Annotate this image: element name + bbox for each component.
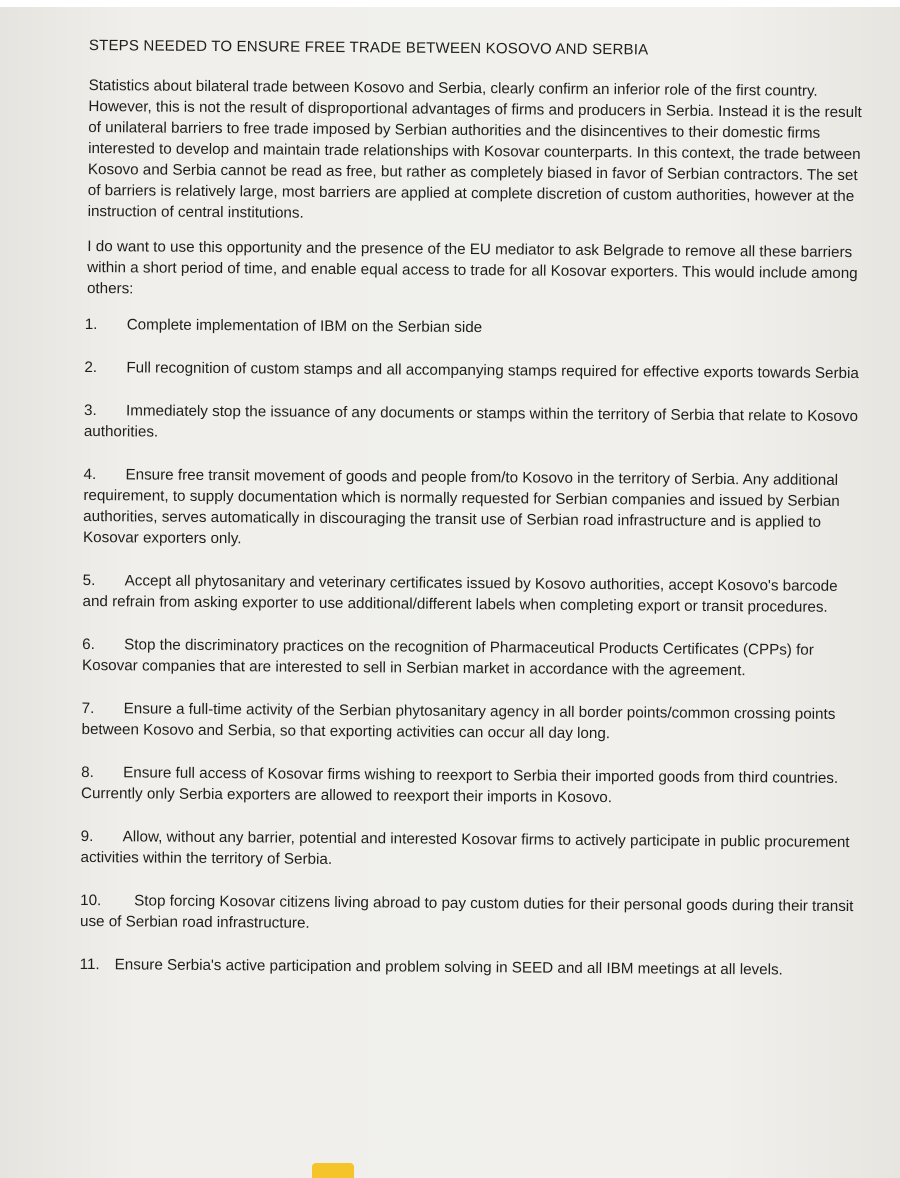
item-text: Immediately stop the issuance of any documents or stamps within the territory of Serbia that relate to Kosovo authorities.: [83, 402, 859, 441]
list-item: [85, 314, 865, 341]
item-number: 10.: [80, 891, 102, 910]
list-item: [82, 634, 862, 682]
list-item: [83, 464, 864, 554]
item-text: Stop forcing Kosovar citizens living abroad to pay custom duties for their personal goods during their transit use of Serbian road infrastructure.: [79, 892, 854, 932]
document-content: [79, 35, 867, 1003]
list-item: [84, 400, 864, 448]
demands-list: [80, 314, 865, 981]
list-item: [80, 826, 860, 874]
list-item: [82, 570, 862, 618]
item-text: Ensure Serbia's active participation and problem solving in SEED and all IBM meetings at all levels.: [114, 956, 783, 979]
paper-page: [0, 7, 900, 1178]
item-text: Full recognition of custom stamps and all accompanying stamps required for effective exports towards Serbia: [126, 359, 859, 383]
item-number: 8.: [81, 763, 94, 782]
item-text: Ensure free transit movement of goods and people from/to Kosovo in the territory of Serbia. Any additional requirement, to supply documentation which is normally requested for Serbian companies and issued by Serbian authorities, serves automatically in discouraging the transit use of Serbian road infrastructure and is applied to Kosovar exporters only.: [82, 466, 840, 548]
item-text: Complete implementation of IBM on the Serbian side: [126, 316, 483, 337]
item-number: 5.: [82, 571, 96, 590]
item-text: Ensure full access of Kosovar firms wishing to reexport to Serbia their imported goods from third countries. Currently only Serbia exporters are allowed to reexport their imports in Kosovo.: [80, 764, 839, 807]
list-item: [81, 762, 861, 810]
document-title: STEPS NEEDED TO ENSURE FREE TRADE BETWEEN KOSOVO AND SERBIA: [88, 37, 649, 59]
item-number: 7.: [81, 699, 95, 718]
item-number: 6.: [82, 635, 95, 654]
item-number: 11.: [79, 955, 100, 974]
list-item: [84, 357, 864, 384]
item-number: 1.: [84, 315, 98, 334]
item-number: 9.: [80, 827, 94, 846]
item-number: 4.: [83, 465, 97, 484]
item-number: 2.: [84, 358, 98, 377]
list-item: [80, 954, 860, 981]
list-item: [80, 890, 860, 938]
yellow-tape-mark: [312, 1163, 354, 1178]
list-item: [81, 698, 861, 746]
item-text: Accept all phytosanitary and veterinary certificates issued by Kosovo authorities, accept Kosovo's barcode and refrain from asking exporter to use additional/different labels when completing export or transit procedures.: [82, 572, 838, 616]
item-text: Allow, without any barrier, potential and interested Kosovar firms to actively participate in public procurement activities within the territory of Serbia.: [80, 828, 850, 868]
request-paragraph: I do want to use this opportunity and the presence of the EU mediator to ask Belgrade to remove all these barriers within a short period of time, and enable equal access to trade for all Kosovar exporters. This would include among others:: [86, 238, 858, 298]
item-number: 3.: [83, 401, 97, 420]
intro-paragraph: Statistics about bilateral trade between Kosovo and Serbia, clearly confirm an inferior role of the first country. However, this is not the result of disproportional advantages of firms and producers in Serbia. Instead it is the result of unilateral barriers to free trade imposed by Serbian authorities and the disincentives to their domestic firms interested to develop and maintain trade relationships with Kosovar counterparts. In this context, the trade between Kosovo and Serbia cannot be read as free, but rather as completely biased in favor of Serbian contractors. The set of barriers is relatively large, most barriers are applied at complete discretion of custom authorities, however at the instruction of central institutions.: [87, 77, 862, 222]
top-edge: [0, 0, 900, 7]
item-text: Ensure a full-time activity of the Serbian phytosanitary agency in all border points/common crossing points between Kosovo and Serbia, so that exporting activities can occur all day long.: [81, 700, 836, 743]
item-text: Stop the discriminatory practices on the recognition of Pharmaceutical Products Certificates (CPPs) for Kosovar companies that are interested to sell in Serbian market in accordance with the agreement.: [81, 636, 814, 680]
